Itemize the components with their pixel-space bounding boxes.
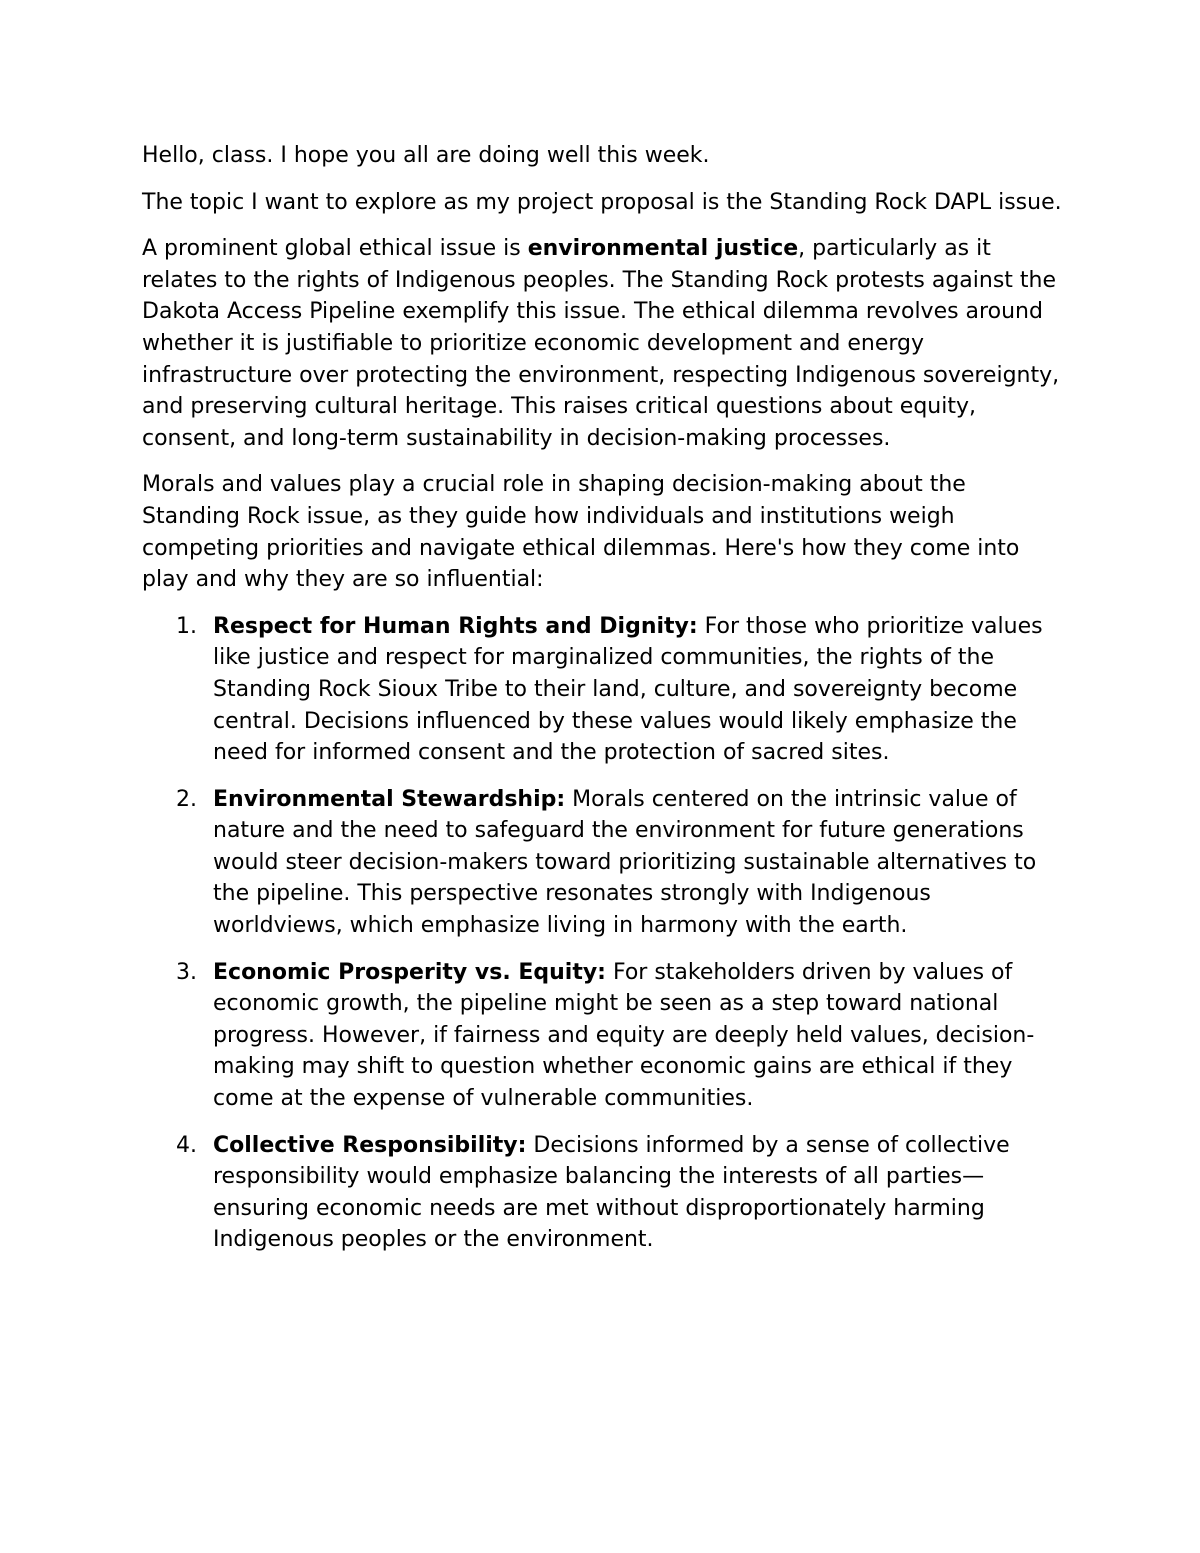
list-item — [142, 1130, 1062, 1256]
issue-rest-text: , particularly as it relates to the rights of Indigenous peoples. The Standing Rock protests against the Dakota Access Pipeline exemplify this issue. The ethical dilemma revolves around whether it is justifiable to prioritize economic development and energy infrastructure over protecting the environment, respecting Indigenous sovereignty, and preserving cultural heritage. This raises critical questions about equity, consent, and long-term sustainability in decision-making processes. — [142, 236, 1060, 451]
issue-lead-text: A prominent global ethical issue is — [142, 236, 528, 262]
list-item-number: 2. — [176, 786, 197, 812]
list-item-text: For stakeholders driven by values of economic growth, the pipeline might be seen as a step toward national progress. However, if fairness and equity are deeply held values, decision-making may shift to question whether economic gains are ethical if they come at the expense of vulnerable communities. — [213, 959, 1035, 1112]
list-item-title: Collective Responsibility: — [213, 1132, 527, 1158]
list-item-number: 4. — [176, 1132, 197, 1158]
list-item-title: Environmental Stewardship: — [213, 786, 566, 812]
list-item — [142, 611, 1062, 769]
list-item — [142, 784, 1062, 942]
list-item-title: Economic Prosperity vs. Equity: — [213, 959, 606, 985]
morals-paragraph: Morals and values play a crucial role in shaping decision-making about the Standing Rock issue, as they guide how individuals and institutions weigh competing priorities and navigate ethical dilemmas. Here's how they come into play and why they are so influential: — [142, 472, 1020, 593]
values-list — [142, 611, 1062, 1256]
greeting-paragraph: Hello, class. I hope you all are doing well this week. — [142, 143, 710, 168]
list-item-title: Respect for Human Rights and Dignity: — [213, 613, 698, 639]
list-item-text: Decisions informed by a sense of collective responsibility would emphasize balancing the interests of all parties—ensuring economic needs are met without disproportionately harming Indigenous peoples or the environment. — [213, 1132, 1010, 1253]
list-item-text: For those who prioritize values like justice and respect for marginalized communities, the rights of the Standing Rock Sioux Tribe to their land, culture, and sovereignty become central. Decisions influenced by these values would likely emphasize the need for informed consent and the protection of sacred sites. — [213, 613, 1043, 766]
document-page — [142, 140, 1062, 1271]
list-item-text: Morals centered on the intrinsic value of nature and the need to safeguard the environment for future generations would steer decision-makers toward prioritizing sustainable alternatives to the pipeline. This perspective resonates strongly with Indigenous worldviews, which emphasize living in harmony with the earth. — [213, 786, 1037, 939]
topic-paragraph: The topic I want to explore as my project proposal is the Standing Rock DAPL issue. — [142, 189, 1062, 215]
issue-paragraph — [142, 233, 1062, 454]
list-item-number: 1. — [176, 613, 197, 639]
list-item-number: 3. — [176, 959, 197, 985]
list-item — [142, 957, 1062, 1115]
issue-bold-term: environmental justice — [527, 236, 799, 262]
